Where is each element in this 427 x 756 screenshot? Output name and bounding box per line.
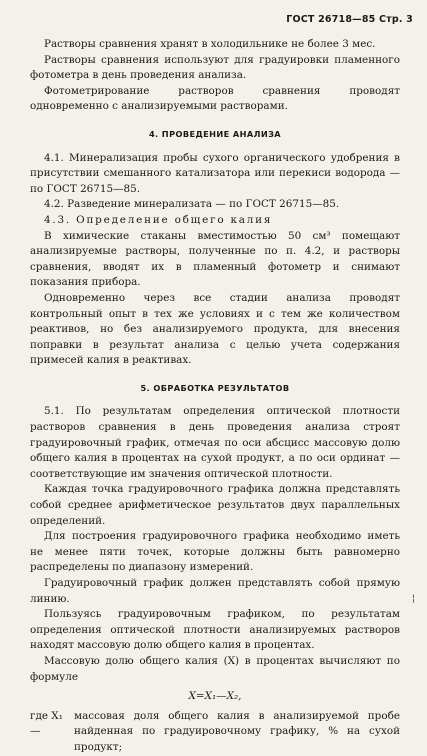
- paragraph: 4.2. Разведение минерализата — по ГОСТ 26715—85.: [44, 198, 340, 211]
- paragraph: 5.1. По результатам определения оптической плотности растворов сравнения в день проведения анализа строят градуировочный график, отмечая по оси абсцисс массовую долю общего калия в процентах на сухой продукт, а по оси ординат — соответствующие им значения оптической плотности.: [30, 405, 400, 480]
- definition-text: массовая доля общего калия в анализируемой пробе найденная по градуировочному графику, % на сухой продукт;: [74, 709, 400, 753]
- paragraph: Градуировочный график должен представлять собой прямую линию.: [30, 577, 400, 605]
- document-body: [30, 37, 400, 756]
- definition-label: где X₁ —: [30, 709, 63, 738]
- subsection-heading: 4.3. Определение общего калия: [44, 213, 273, 226]
- paragraph: Для построения градуировочного графика необходимо иметь не менее пяти точек, которые должны быть равномерно распределены по диапазону измерений.: [30, 530, 400, 574]
- paragraph: Растворы сравнения хранят в холодильнике не более 3 мес.: [44, 38, 376, 50]
- paragraph: Каждая точка градуировочного графика должна представлять собой среднее арифметическое результатов двух параллельных определений.: [30, 483, 400, 527]
- paragraph: Массовую долю общего калия (X) в процентах вычисляют по формуле: [30, 654, 400, 683]
- margin-mark: ¦: [411, 594, 415, 604]
- paragraph: 4.1. Минерализация пробы сухого органического удобрения в присутствии смешанного катализатора или перекиси водорода — по ГОСТ 26715—85.: [30, 151, 400, 195]
- paragraph: В химические стаканы вместимостью 50 см³ помещают анализируемые растворы, полученные по п. 4.2, и растворы сравнения, вводят их в пламенный фотометр и снимают показания прибора.: [30, 229, 400, 289]
- section-heading: 5. ОБРАБОТКА РЕЗУЛЬТАТОВ: [140, 382, 290, 393]
- definition: [30, 709, 400, 756]
- paragraph: Фотометрирование растворов сравнения проводят одновременно с анализируемыми растворами.: [30, 84, 400, 113]
- page-header: ГОСТ 26718—85 Стр. 3: [286, 14, 413, 25]
- paragraph: Одновременно через все стадии анализа проводят контрольный опыт в тех же условиях и с тем же количеством реактивов, но без анализируемого продукта, для внесения поправки в результат анализа с целью учета содержания примесей калия в реактивах.: [30, 291, 400, 367]
- formula: X=X₁—X₂,: [188, 690, 242, 703]
- section-heading: 4. ПРОВЕДЕНИЕ АНАЛИЗА: [148, 128, 282, 139]
- paragraph: Растворы сравнения используют для градуировки пламенного фотометра в день проведения анализа.: [30, 53, 400, 82]
- paragraph: Пользуясь градуировочным графиком, по результатам определения оптической плотности анализируемых растворов находят массовую долю общего калия в процентах.: [30, 608, 400, 652]
